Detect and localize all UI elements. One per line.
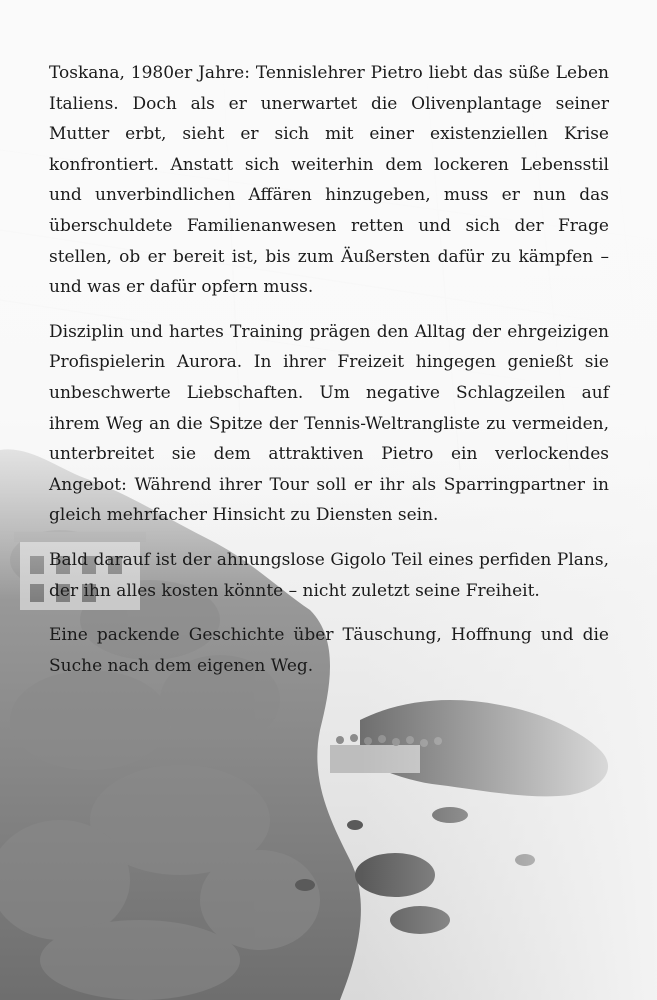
blurb-paragraph-4: Eine packende Geschichte über Täuschung, Hoffnung und die Suche nach dem eigenen Weg. xyxy=(49,625,609,676)
blurb-paragraph-3: Bald darauf ist der ahnungslose Gigolo Teil eines perfiden Plans, der ihn alles kosten könnte – nicht zuletzt seine Freiheit. xyxy=(49,549,609,601)
blurb-paragraph-1: Toskana, 1980er Jahre: Tennislehrer Pietro liebt das süße Leben Italiens. Doch als er unerwartet die Olivenplantage seiner Mutter erbt, sieht er sich mit einer existenziellen Krise konfrontiert. Anstatt sich weiterhin dem lockeren Lebensstil und unverbindlichen Affären hinzugeben, muss er nun das überschuldete Familienanwesen retten und sich der Frage stellen, ob er bereit ist, bis zum Äußersten dafür zu kämpfen – und was er dafür opfern muss. xyxy=(49,63,609,298)
blurb-paragraph-2: Disziplin und hartes Training prägen den Alltag der ehrgeizigen Profispielerin Aurora. In ihrer Freizeit hingegen genießt sie unbeschwerte Liebschaften. Um negative Schlagzeilen auf ihrem Weg an die Spitze der Tennis-Weltrangliste zu vermeiden, unterbreitet sie dem attraktiven Pietro ein verlockendes Angebot: Während ihrer Tour soll er ihr als Sparringpartner in gleich mehrfacher Hinsicht zu Diensten sein. xyxy=(49,321,609,526)
blurb-text xyxy=(49,58,609,695)
